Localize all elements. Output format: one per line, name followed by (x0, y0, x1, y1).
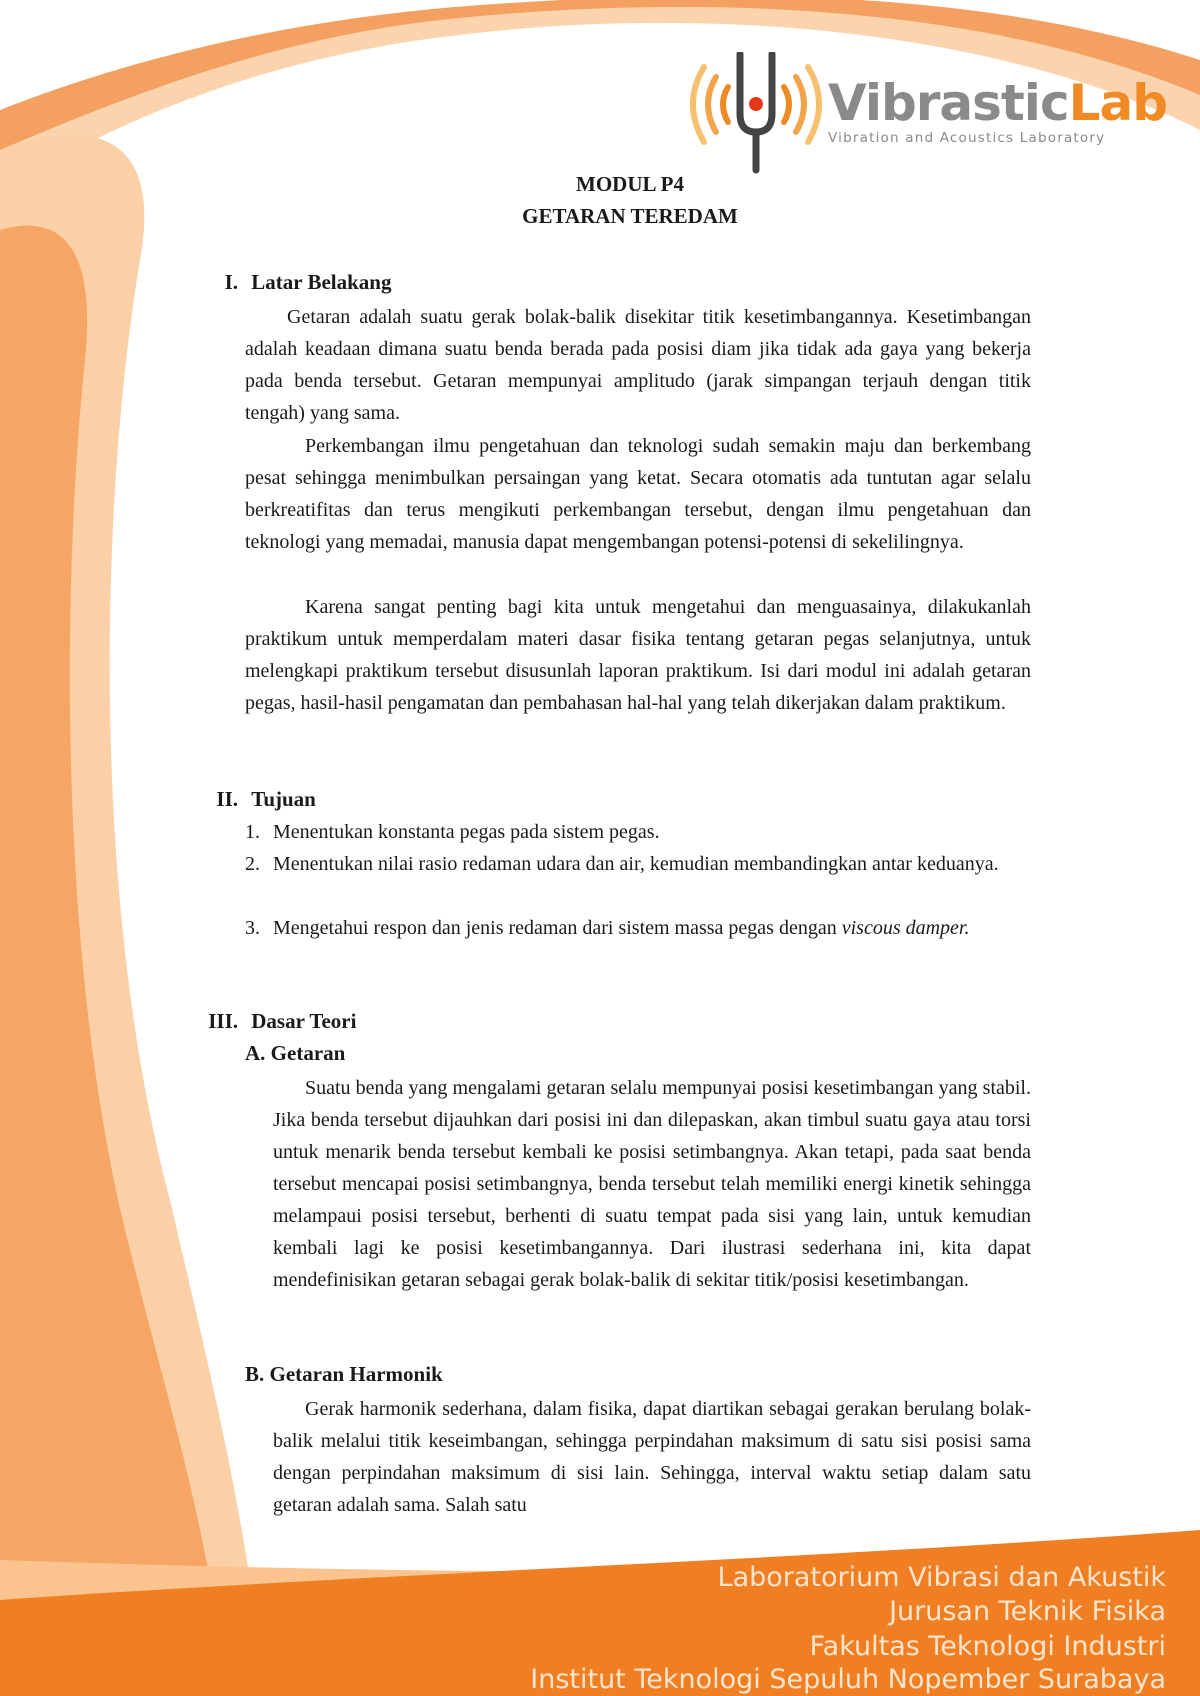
tujuan-item-2: 2. Menentukan nilai rasio redaman udara dan air, kemudian membandingkan antar keduanya. (245, 853, 999, 875)
getaran-paragraph: Suatu benda yang mengalami getaran selalu mempunyai posisi kesetimbangan yang stabil. Jika benda tersebut dijauhkan dari posisi ini dan dilepaskan, akan timbul suatu gaya atau torsi untuk menarik benda tersebut kembali ke posisi setimbangnya. Akan tetapi, pada saat benda tersebut mencapai posisi setimbangnya, benda tersebut telah memiliki energi kinetik sehingga melampaui posisi tersebut, berhenti di suatu tempat pada sisi yang lain, untuk kemudian kembali lagi ke posisi kesetimbangannya. Dari ilustrasi sederhana ini, kita dapat mendefinisikan getaran sebagai gerak bolak-balik di sekitar titik/posisi kesetimbangan. (273, 1077, 1031, 1291)
footer-faculty: Fakultas Teknologi Industri (809, 1631, 1166, 1662)
latar-paragraph-1: Getaran adalah suatu gerak bolak-balik disekitar titik kesetimbangannya. Kesetimbangan adalah keadaan dimana suatu benda berada pada posisi diam jika tidak ada gaya yang bekerja pada benda tersebut. Getaran mempunyai amplitudo (jarak simpangan terjauh dengan titik tengah) yang sama. (245, 306, 1031, 424)
section-heading-tujuan: II. Tujuan (216, 787, 316, 811)
section-heading-dasar-teori: III. Dasar Teori (208, 1009, 357, 1033)
subsection-heading-getaran: A. Getaran (245, 1041, 346, 1065)
logo-tagline: Vibration and Acoustics Laboratory (828, 130, 1106, 146)
logo-brand-accent: Lab (1068, 74, 1167, 132)
latar-paragraph-2: Perkembangan ilmu pengetahuan dan teknologi sudah semakin maju dan berkembang pesat sehingga menimbulkan persaingan yang ketat. Secara otomatis ada tuntutan agar selalu berkreatifitas dan terus mengikuti perkembangan tersebut, dengan ilmu pengetahuan dan teknologi yang memadai, manusia dapat mengembangan potensi-potensi di sekelilingnya. (245, 435, 1031, 553)
tujuan-item-3: 3. Mengetahui respon dan jenis redaman dari sistem massa pegas dengan viscous damper. (245, 917, 970, 939)
footer-institute: Institut Teknologi Sepuluh Nopember Surabaya (530, 1664, 1166, 1695)
subsection-heading-getaran-harmonik: B. Getaran Harmonik (245, 1362, 443, 1386)
tujuan-item-1: 1. Menentukan konstanta pegas pada sistem pegas. (245, 821, 660, 843)
logo-wordmark (828, 74, 1167, 132)
module-label: MODUL P4 (576, 172, 684, 196)
page-title: GETARAN TEREDAM (522, 204, 738, 228)
getaran-harmonik-paragraph: Gerak harmonik sederhana, dalam fisika, dapat diartikan sebagai gerakan berulang bolak-balik melalui titik keseimbangan, sehingga perpindahan maksimum di satu sisi posisi sama dengan perpindahan maksimum di sisi lain. Sehingga, interval waktu setiap dalam satu getaran adalah sama. Salah satu (273, 1398, 1031, 1516)
logo-brand-main: Vibrastic (828, 74, 1069, 132)
latar-paragraph-3: Karena sangat penting bagi kita untuk mengetahui dan menguasainya, dilakukanlah praktikum untuk memperdalam materi dasar fisika tentang getaran pegas selanjutnya, untuk melengkapi praktikum tersebut disusunlah laporan praktikum. Isi dari modul ini adalah getaran pegas, hasil-hasil pengamatan dan pembahasan hal-hal yang telah dikerjakan dalam praktikum. (245, 596, 1031, 714)
footer-department: Jurusan Teknik Fisika (889, 1596, 1166, 1627)
section-heading-latar-belakang: I. Latar Belakang (224, 270, 392, 294)
tuning-fork-icon (740, 54, 772, 132)
footer-lab-name: Laboratorium Vibrasi dan Akustik (717, 1562, 1166, 1593)
